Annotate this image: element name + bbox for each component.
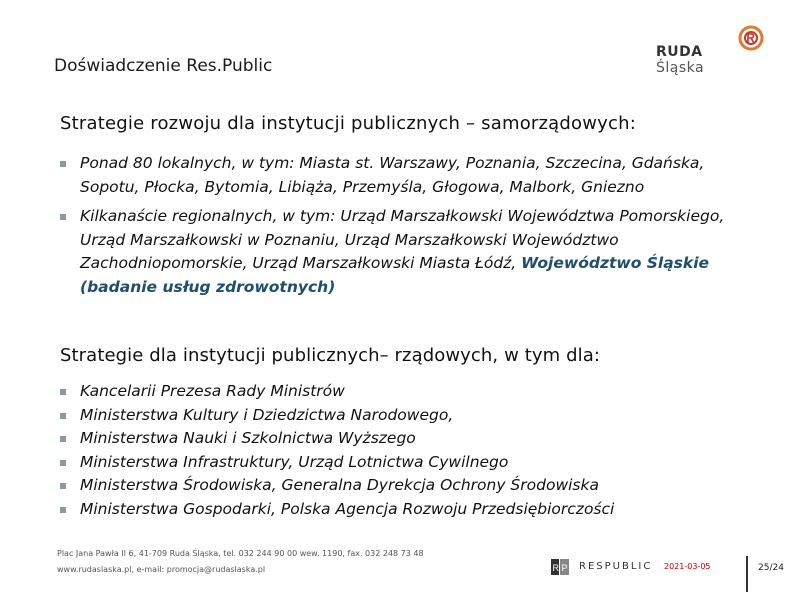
respublic-name: RESPUBLIC — [579, 561, 653, 572]
list-item-text: Ministerstwa Kultury i Dziedzictwa Narodowego, — [80, 405, 454, 424]
ruda-slaska-emblem-icon — [737, 24, 765, 52]
list-item — [60, 498, 750, 522]
list-item — [60, 380, 750, 404]
logo-brand: RUDA — [656, 44, 703, 60]
footer-date: 2021-03-05 — [664, 562, 711, 571]
list-item — [60, 474, 750, 498]
list-item — [60, 205, 750, 299]
footer-contact: www.rudaslaska.pl, e-mail: promocja@rudaslaska.pl — [57, 565, 266, 574]
list-item-text: Ponad 80 lokalnych, w tym: Miasta st. Warszawy, Poznania, Szczecina, Gdańska, Sopotu, Płocka, Bytomia, Libiąża, Przemyśla, Głogowa, Malbork, Gniezno — [80, 154, 705, 196]
bullet-square-icon — [60, 483, 66, 489]
page-number: 25/24 — [758, 563, 784, 573]
local-strategies-list — [60, 152, 750, 305]
bullet-square-icon — [60, 436, 66, 442]
list-item-text: Ministerstwa Infrastruktury, Urząd Lotnictwa Cywilnego — [80, 452, 509, 471]
ruda-slaska-logo — [656, 24, 756, 76]
bullet-square-icon — [60, 507, 66, 513]
svg-text:P: P — [561, 563, 568, 573]
gov-strategies-list — [60, 380, 750, 521]
list-item — [60, 451, 750, 475]
highlight-text: Województwo Śląskie (badanie usług zdrowotnych) — [80, 254, 710, 296]
page-title: Doświadczenie Res.Public — [54, 56, 273, 76]
footer-address: Plac Jana Pawła II 6, 41-709 Ruda Śląska, tel. 032 244 90 00 wew. 1190, fax. 032 248 73 48 — [57, 549, 424, 558]
bullet-square-icon — [60, 161, 66, 167]
respublic-logo — [551, 559, 661, 575]
bullet-square-icon — [60, 460, 66, 466]
list-item — [60, 404, 750, 428]
list-item — [60, 152, 750, 199]
footer-divider — [746, 556, 748, 592]
logo-brand-suffix: Śląska — [656, 60, 705, 76]
rp-mark-icon — [551, 559, 569, 575]
list-item-text: Kancelarii Prezesa Rady Ministrów — [80, 382, 345, 400]
list-item-text: Ministerstwa Gospodarki, Polska Agencja Rozwoju Przedsiębiorczości — [80, 499, 615, 518]
section-local-heading: Strategie rozwoju dla instytucji publicznych – samorządowych: — [60, 113, 636, 134]
list-item-text: Ministerstwa Środowiska, Generalna Dyrekcja Ochrony Środowiska — [80, 476, 599, 494]
bullet-square-icon — [60, 413, 66, 419]
list-item-text: Ministerstwa Nauki i Szkolnictwa Wyższego — [80, 429, 416, 447]
bullet-square-icon — [60, 214, 66, 220]
svg-text:R: R — [552, 563, 559, 573]
bullet-square-icon — [60, 389, 66, 395]
list-item — [60, 427, 750, 451]
section-gov-heading: Strategie dla instytucji publicznych– rządowych, w tym dla: — [60, 345, 600, 366]
list-item-text: Kilkanaście regionalnych, w tym: Urząd Marszałkowski Województwa Pomorskiego, Urząd Marszałkowski w Poznaniu, Urząd Marszałkowski Województwo Zachodniopomorskie, Urząd Marszałkowski Miasta Łódź, — [80, 207, 725, 272]
